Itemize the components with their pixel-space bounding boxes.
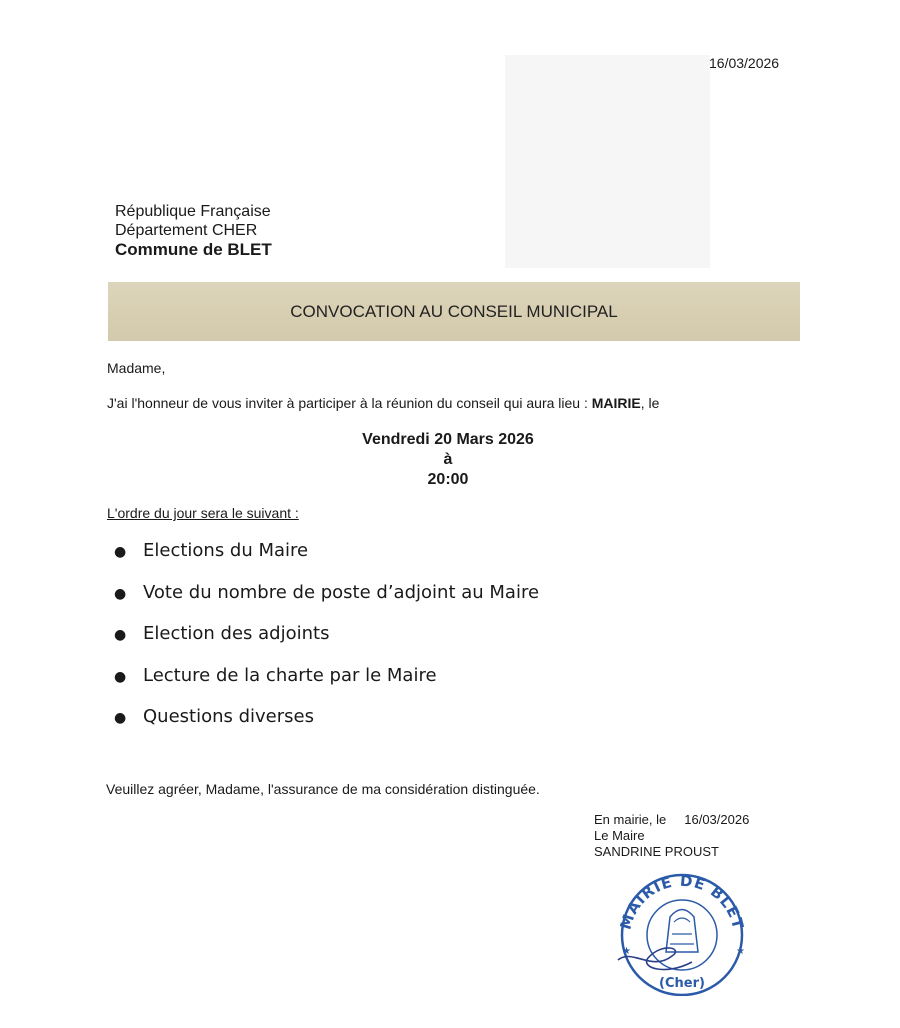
stamp-star-icon: ★ bbox=[736, 946, 745, 957]
signature-place-label: En mairie, le bbox=[594, 812, 667, 827]
header-commune: Commune de BLET bbox=[115, 240, 272, 259]
header-department: Département CHER bbox=[115, 222, 258, 239]
bullet-icon: ● bbox=[114, 585, 127, 602]
agenda-item-text: Lecture de la charte par le Maire bbox=[143, 664, 437, 686]
invitation-place: MAIRIE bbox=[591, 395, 641, 411]
signature-role: Le Maire bbox=[594, 828, 645, 843]
signature-block bbox=[594, 812, 749, 860]
redacted-area bbox=[505, 55, 710, 268]
agenda-item bbox=[114, 706, 539, 748]
document-title: CONVOCATION AU CONSEIL MUNICIPAL bbox=[290, 301, 618, 321]
bullet-icon: ● bbox=[114, 627, 127, 643]
meeting-day: Vendredi 20 Mars 2026 bbox=[362, 431, 534, 448]
bullet-icon: ● bbox=[114, 710, 127, 726]
stamp-star-icon: ★ bbox=[622, 946, 631, 957]
official-stamp bbox=[612, 872, 754, 996]
marianne-emblem-icon bbox=[666, 910, 698, 953]
agenda-title: L'ordre du jour sera le suivant : bbox=[107, 505, 299, 521]
signature-place-line bbox=[594, 812, 749, 828]
stamp-inner-ring bbox=[647, 900, 717, 970]
stamp-bottom-text: (Cher) bbox=[659, 976, 705, 991]
closing-formula: Veuillez agréer, Madame, l'assurance de ma considération distinguée. bbox=[106, 781, 540, 797]
bullet-icon: ● bbox=[114, 544, 127, 560]
agenda-list bbox=[114, 540, 539, 748]
invitation-line bbox=[107, 395, 659, 411]
invitation-suffix: , le bbox=[640, 395, 660, 411]
meeting-time: 20:00 bbox=[427, 471, 469, 488]
agenda-item-text: Elections du Maire bbox=[143, 540, 309, 561]
header-republic: République Française bbox=[115, 203, 271, 220]
agenda-item-text: Questions diverses bbox=[143, 706, 314, 727]
agenda-item bbox=[114, 582, 539, 624]
stamp-top-text: MAIRIE DE BLET bbox=[616, 872, 748, 932]
signature-name: SANDRINE PROUST bbox=[594, 844, 719, 859]
signature-date: 16/03/2026 bbox=[684, 812, 750, 827]
meeting-at: à bbox=[443, 451, 453, 468]
invitation-text: J'ai l'honneur de vous inviter à participer à la réunion du conseil qui aura lieu : bbox=[107, 395, 588, 411]
title-banner bbox=[108, 282, 800, 341]
agenda-item bbox=[114, 540, 539, 582]
meeting-datetime bbox=[300, 430, 596, 490]
bullet-icon: ● bbox=[114, 668, 127, 685]
agenda-item bbox=[114, 665, 539, 707]
agenda-item-text: Vote du nombre de poste d’adjoint au Maire bbox=[143, 581, 540, 603]
agenda-item bbox=[114, 623, 539, 665]
salutation: Madame, bbox=[107, 360, 166, 376]
letter-header bbox=[115, 202, 272, 259]
agenda-item-text: Election des adjoints bbox=[143, 623, 330, 644]
document-date: 16/03/2026 bbox=[709, 55, 780, 71]
